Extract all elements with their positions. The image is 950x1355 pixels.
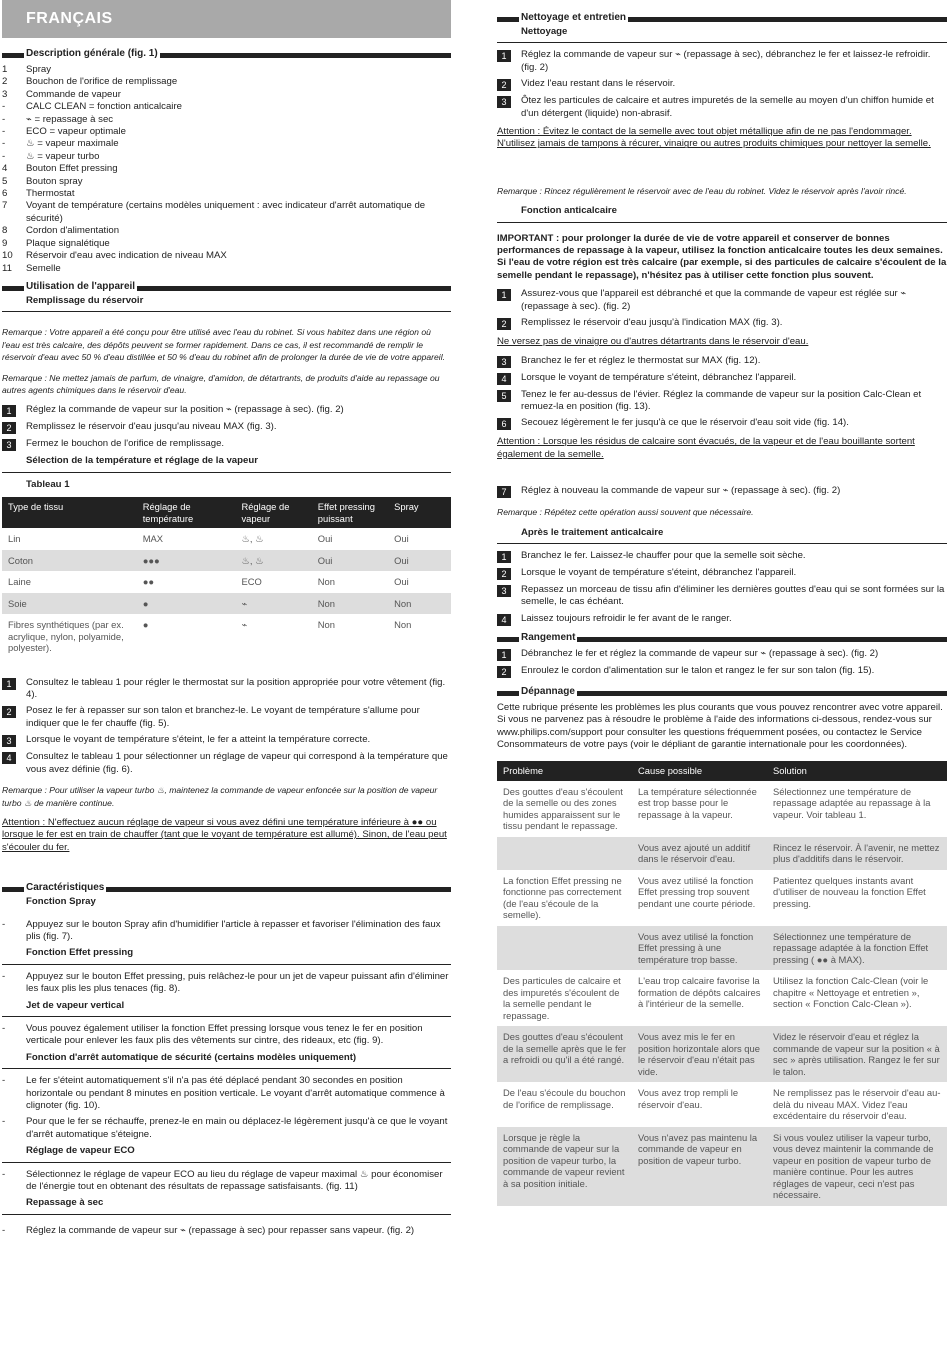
list-item-number: 8	[2, 225, 8, 237]
troubleshooting-intro: Cette rubrique présente les problèmes les plus courants que vous pouvez rencontrer avec votre appareil. Si vous ne parvenez pas à résoudre le problème à l'aide des informations ci-dessous, rendez-vous sur www.philips.com/support pour consulter les questions fréquemment posées, ou contactez le Service Consommateurs de votre pays (voir le dépliant de garantie internationale pour les coordonnées).	[497, 701, 943, 750]
table-cell: Oui	[394, 576, 409, 588]
spray-subheading: Fonction Spray	[26, 896, 96, 908]
step-number: 2	[2, 422, 16, 434]
section-storage: Rangement	[497, 632, 947, 644]
table-header-cell: Réglage de vapeur	[235, 497, 311, 528]
table-cell: La température sélectionnée est trop basse pour le repassage à la vapeur.	[638, 785, 757, 820]
step-number: 1	[497, 50, 511, 62]
step-item	[497, 389, 947, 414]
table-row	[497, 837, 947, 870]
table-cell: Non	[312, 593, 388, 615]
table-cell: Ne remplissez pas le réservoir d'eau au-delà du niveau MAX. Videz l'eau excédentaire du réservoir d'eau.	[773, 1087, 941, 1122]
list-item-number: 6	[2, 188, 8, 200]
table-cell: ●	[137, 593, 236, 615]
step-text: Videz l'eau restant dans le réservoir.	[521, 78, 676, 90]
list-item-number: -	[2, 101, 6, 113]
table-cell: Oui	[312, 550, 388, 572]
list-item	[2, 188, 451, 200]
list-item-label: Voyant de température (certains modèles uniquement : avec indicateur d'arrêt automatique de sécurité)	[26, 200, 426, 224]
step-text: Remplissez le réservoir d'eau jusqu'au niveau MAX (fig. 3).	[26, 421, 277, 433]
spray-text: - Appuyez sur le bouton Spray afin d'humidifier l'article à repasser et favoriser l'élimination des faux plis (fig. 7).	[2, 918, 441, 942]
table-cell: ●●	[142, 576, 155, 588]
dry-subheading: Repassage à sec	[2, 1197, 451, 1214]
list-item-number: -	[2, 150, 6, 162]
table-cell: L'eau trop calcaire favorise la formation de dépôts calcaires à l'intérieur de la semelle.	[638, 975, 761, 1010]
table-row	[2, 528, 451, 550]
step-number: 3	[497, 96, 511, 108]
list-item-number: 9	[2, 237, 8, 249]
fabric-table	[2, 497, 451, 659]
list-item-label: Cordon d'alimentation	[26, 225, 120, 237]
table-row	[2, 550, 451, 572]
step-text: Fermez le bouchon de l'orifice de remplissage.	[26, 438, 225, 450]
after-subheading: Après le traitement anticalcaire	[497, 527, 947, 544]
attention-soleplate: Attention : Évitez le contact de la semelle avec tout objet métallique afin de ne pas l'endommager. N'utilisez jamais de tampons à récurer, vinaigre ou autres produits chimiques pour nettoyer la semelle.	[497, 126, 931, 150]
note-repeat: Remarque : Répétez cette opération aussi souvent que nécessaire.	[497, 507, 754, 518]
table-cell: Vous n'avez pas maintenu la commande de vapeur en position de vapeur turbo.	[632, 1127, 767, 1206]
list-item-label: Bouton spray	[26, 175, 83, 187]
step-text: Consultez le tableau 1 pour régler le thermostat sur la position appropriée pour votre vêtement (fig. 4).	[26, 676, 446, 701]
step-number: 3	[497, 585, 511, 597]
table-cell: Vous avez mis le fer en position horizontale alors que le réservoir d'eau n'était pas vide.	[632, 1026, 767, 1082]
table-cell: Fibres synthétiques (par ex. acrylique, nylon, polyamide, polyester).	[8, 619, 124, 654]
table-header-cell: Réglage de température	[137, 497, 236, 528]
list-item-label: ♨ = vapeur maximale	[26, 138, 119, 150]
list-item-number: 10	[2, 250, 13, 262]
table-cell: ●	[142, 619, 149, 631]
step-text: Lorsque le voyant de température s'éteint, débranchez l'appareil.	[521, 371, 797, 383]
list-item-label: Réservoir d'eau avec indication de niveau MAX	[26, 250, 227, 262]
list-item	[2, 238, 451, 250]
list-item	[2, 200, 451, 225]
step-number: 2	[497, 568, 511, 580]
step-item	[2, 421, 451, 434]
step-item	[2, 734, 451, 747]
table-cell: Coton	[2, 550, 137, 572]
table-header-cell: Spray	[388, 497, 451, 528]
table-row	[497, 781, 947, 837]
table-cell: ⌁	[241, 619, 248, 631]
step-item	[497, 584, 947, 609]
table-cell: Oui	[388, 550, 451, 572]
table-cell: Non	[388, 593, 451, 615]
note-rinse: Remarque : Rincez régulièrement le réservoir avec de l'eau du robinet. Videz le réservoir après l'avoir rincé.	[497, 185, 907, 196]
eco-subheading: Réglage de vapeur ECO	[2, 1145, 451, 1162]
section-features: Caractéristiques	[2, 882, 451, 894]
list-item	[2, 250, 451, 262]
table-cell: Lin	[8, 533, 21, 545]
list-item	[2, 225, 451, 237]
table-cell: De l'eau s'écoule du bouchon de l'orifice de remplissage.	[503, 1087, 626, 1110]
step-text: Consultez le tableau 1 pour sélectionner un réglage de vapeur qui correspond à la température que vous avez définie (fig. 6).	[26, 751, 448, 775]
section-usage: Utilisation de l'appareil	[2, 281, 451, 293]
cleaning-subheading: Nettoyage	[497, 26, 947, 43]
table-row	[497, 870, 947, 926]
note-turbo: Remarque : Pour utiliser la vapeur turbo ♨, maintenez la commande de vapeur enfoncée sur la position de vapeur turbo ♨ de manière continue.	[2, 785, 438, 808]
step-text: Réglez la commande de vapeur sur la position ⌁ (repassage à sec). (fig. 2)	[26, 404, 344, 416]
table-cell: La fonction Effet pressing ne fonctionne pas correctement (de l'eau s'écoule de la semelle).	[503, 874, 622, 921]
table-cell: Vous avez utilisé la fonction Effet pressing à une température trop basse.	[632, 926, 767, 971]
step-item	[497, 665, 947, 678]
table-cell: Rincez le réservoir. À l'avenir, ne mettez plus d'additifs dans le réservoir.	[767, 837, 947, 870]
step-text: Réglez à nouveau la commande de vapeur sur ⌁ (repassage à sec). (fig. 2)	[521, 485, 841, 497]
eco-text: - Sélectionnez le réglage de vapeur ECO au lieu du réglage de vapeur maximal ♨ pour économiser de l'énergie tout en obtenant des résultats de repassage satisfaisants. (fig. 11)	[2, 1168, 443, 1193]
list-item	[2, 89, 451, 101]
step-item	[497, 355, 947, 368]
list-item-number: 3	[2, 88, 8, 100]
step-item	[497, 613, 947, 626]
step-item	[2, 438, 451, 451]
step-item	[2, 705, 451, 730]
note-tap-water: Remarque : Votre appareil a été conçu pour être utilisé avec l'eau du robinet. Si vous habitez dans une région où l'eau est très calcaire, des dépôts peuvent se former rapidement. Dans ce cas, il est recommandé de remplir le réservoir d'eau avec 50 % d'eau distillée et 50 % d'eau du robinet afin de prolonger la durée de vie de votre appareil.	[2, 327, 446, 363]
auto-off-subheading: Fonction d'arrêt automatique de sécurité (certains modèles uniquement)	[2, 1052, 451, 1069]
table-cell: Sélectionnez une température de repassage adaptée à la fonction Effet pressing ( ●● à MAX).	[767, 926, 947, 971]
list-item-label: Spray	[26, 64, 52, 75]
step-item	[497, 550, 947, 563]
list-item	[2, 138, 451, 150]
step-text: Tenez le fer au-dessus de l'évier. Réglez la commande de vapeur sur la position Calc-Clean et remuez-la en position (fig. 13).	[521, 388, 922, 412]
important-calc: IMPORTANT : pour prolonger la durée de vie de votre appareil et conserver de bonnes performances de repassage à la vapeur, utilisez la fonction anticalcaire toutes les deux semaines. Si l'eau de votre région est très calcaire (par exemple, si des particules de calcaire s'écoulent de la semelle pendant le repassage), n'hésitez pas à utiliser cette fonction plus souvent.	[497, 232, 947, 281]
step-item	[497, 49, 947, 74]
step-text: Lorsque le voyant de température s'éteint, débranchez l'appareil.	[521, 566, 797, 578]
table-cell: Non	[317, 576, 335, 588]
calc-steps-a	[497, 288, 947, 330]
step-item	[497, 317, 947, 330]
step-number: 3	[497, 356, 511, 368]
step-number: 1	[497, 649, 511, 661]
calc-steps-c	[497, 485, 947, 498]
auto-off-text-2: - Pour que le fer se réchauffe, prenez-le en main ou déplacez-le légèrement jusqu'à ce que le voyant d'arrêt automatique s'éteigne.	[2, 1116, 448, 1140]
step-text: Ôtez les particules de calcaire et autres impuretés de la semelle au moyen d'un chiffon humide et d'un détergent (liquide) non-abrasif.	[521, 95, 934, 119]
list-item-number: 1	[2, 64, 8, 75]
table-cell: Soie	[2, 593, 137, 615]
table-cell: Oui	[317, 533, 333, 545]
step-number: 2	[497, 318, 511, 330]
list-item-number: -	[2, 113, 6, 125]
dry-text: - Réglez la commande de vapeur sur ⌁ (repassage à sec) pour repasser sans vapeur. (fig. 2)	[2, 1224, 415, 1236]
list-item	[2, 263, 451, 275]
temp-subheading: Sélection de la température et réglage de la vapeur	[2, 455, 451, 472]
table-row	[2, 593, 451, 615]
left-column	[2, 0, 451, 1241]
step-number: 5	[497, 390, 511, 402]
table-cell: Des particules de calcaire et des impuretés s'écoulent de la semelle pendant le repassage.	[503, 975, 621, 1021]
table-cell	[497, 837, 632, 870]
list-item-label: Commande de vapeur	[26, 88, 121, 100]
table-row	[497, 1026, 947, 1082]
list-item-label: ♨ = vapeur turbo	[26, 150, 100, 162]
step-item	[497, 288, 947, 313]
list-item-label: ECO = vapeur optimale	[26, 126, 126, 138]
list-item	[2, 114, 451, 126]
fill-steps	[2, 404, 451, 451]
attention-residue: Attention : Lorsque les résidus de calcaire sont évacués, de la vapeur et de l'eau bouillante sortent également de la semelle.	[497, 436, 915, 460]
step-number: 2	[2, 706, 16, 718]
list-item-number: -	[2, 138, 6, 150]
step-number: 1	[497, 551, 511, 563]
press-text: - Appuyez sur le bouton Effet pressing, puis relâchez-le pour un jet de vapeur puissant afin d'éliminer les faux plis les plus tenaces (fig. 8).	[2, 970, 449, 995]
calc-warning: Ne versez pas de vinaigre ou d'autres détartrants dans le réservoir d'eau.	[497, 336, 809, 348]
table-row	[2, 614, 451, 659]
cleaning-steps	[497, 49, 947, 120]
list-item-label: Bouchon de l'orifice de remplissage	[26, 76, 178, 88]
table-cell: Non	[317, 619, 335, 631]
table-row	[497, 970, 947, 1026]
step-item	[2, 677, 451, 702]
step-number: 2	[497, 79, 511, 91]
section-description: Description générale (fig. 1)	[2, 48, 451, 60]
press-subheading: Fonction Effet pressing	[2, 947, 451, 964]
table-cell: Vous avez trop rempli le réservoir d'eau.	[638, 1087, 739, 1110]
table-row	[497, 926, 947, 971]
troubleshooting-table	[497, 761, 947, 1206]
step-text: Débranchez le fer et réglez la commande de vapeur sur ⌁ (repassage à sec). (fig. 2)	[521, 647, 879, 659]
list-item-label: Thermostat	[26, 188, 75, 200]
fill-subheading: Remplissage du réservoir	[2, 295, 451, 312]
step-text: Branchez le fer. Laissez-le chauffer pour que la semelle soit sèche.	[521, 549, 806, 561]
table-row	[2, 571, 451, 593]
step-number: 4	[2, 752, 16, 764]
attention-steam: Attention : N'effectuez aucun réglage de vapeur si vous avez défini une température inférieure à ●● ou lorsque le fer est en train de chauffer (tant que le voyant de température est allumé). Sinon, de l'eau peut s'écouler du fer.	[2, 816, 447, 853]
temp-steps	[2, 677, 451, 776]
step-number: 4	[497, 373, 511, 385]
step-item	[497, 372, 947, 385]
step-text: Remplissez le réservoir d'eau jusqu'à l'indication MAX (fig. 3).	[521, 317, 783, 329]
table-cell: Sélectionnez une température de repassage adaptée au repassage à la vapeur. Voir tableau 1.	[773, 785, 931, 820]
calc-steps-b	[497, 355, 947, 431]
table-header-cell: Solution	[767, 761, 947, 781]
table-cell: Des gouttes d'eau s'écoulent de la semelle après que le fer a refroidi ou qu'il a été rangé.	[497, 1026, 632, 1082]
step-item	[497, 567, 947, 580]
list-item-label: CALC CLEAN = fonction anticalcaire	[26, 101, 182, 113]
list-item	[2, 76, 451, 88]
step-text: Branchez le fer et réglez le thermostat sur MAX (fig. 12).	[521, 354, 761, 366]
table-cell: ♨, ♨	[241, 533, 264, 545]
table-cell: ●●●	[137, 550, 236, 572]
step-item	[497, 648, 947, 661]
table-cell: Laine	[8, 576, 31, 588]
step-number: 2	[497, 666, 511, 678]
list-item-number: 4	[2, 163, 8, 175]
step-text: Lorsque le voyant de température s'éteint, le fer a atteint la température correcte.	[26, 734, 371, 746]
description-list	[2, 64, 451, 275]
table-cell: ECO	[241, 576, 262, 588]
step-number: 1	[497, 289, 511, 301]
table-header-cell: Effet pressing puissant	[312, 497, 388, 528]
table-cell: MAX	[142, 533, 164, 545]
list-item-number: 2	[2, 76, 8, 88]
list-item	[2, 101, 451, 113]
list-item-label: ⌁ = repassage à sec	[26, 113, 114, 125]
step-text: Enroulez le cordon d'alimentation sur le talon et rangez le fer sur son talon (fig. 15).	[521, 664, 875, 676]
table-cell: Vous avez ajouté un additif dans le réservoir d'eau.	[632, 837, 767, 870]
step-text: Posez le fer à repasser sur son talon et branchez-le. Le voyant de température s'allume pour indiquer que le fer chauffe (fig. 5).	[26, 705, 420, 729]
table-cell: Lorsque je règle la commande de vapeur sur la position de vapeur turbo, la commande de vapeur revient à sa position initiale.	[497, 1127, 632, 1206]
step-item	[497, 485, 947, 498]
step-text: Assurez-vous que l'appareil est débranché et que la commande de vapeur est réglée sur ⌁ (repassage à sec). (fig. 2)	[521, 288, 907, 312]
step-item	[2, 751, 451, 776]
table-cell: ♨, ♨	[235, 550, 311, 572]
vertical-subheading: Jet de vapeur vertical	[2, 1000, 451, 1017]
after-steps	[497, 550, 947, 626]
right-column	[497, 10, 947, 1206]
step-number: 3	[2, 439, 16, 451]
step-number: 1	[2, 405, 16, 417]
storage-steps	[497, 648, 947, 678]
step-number: 7	[497, 486, 511, 498]
table-cell: Patientez quelques instants avant d'utiliser de nouveau la fonction Effet pressing.	[773, 874, 926, 909]
table-header-cell: Problème	[497, 761, 632, 781]
step-item	[2, 404, 451, 417]
table-cell: ⌁	[235, 593, 311, 615]
auto-off-text-1: - Le fer s'éteint automatiquement s'il n'a pas été déplacé pendant 30 secondes en position horizontale ou pendant 8 minutes en position verticale. Le voyant d'arrêt automatique commence à clignoter (fig. 10).	[2, 1075, 445, 1111]
list-item-number: -	[2, 126, 6, 138]
list-item	[2, 151, 451, 163]
list-item	[2, 126, 451, 138]
step-number: 3	[2, 735, 16, 747]
step-item	[497, 95, 947, 120]
list-item	[2, 176, 451, 188]
table-title: Tableau 1	[26, 478, 70, 490]
table-header-cell: Type de tissu	[2, 497, 137, 528]
list-item	[2, 163, 451, 175]
table-cell: Oui	[394, 533, 409, 545]
step-text: Repassez un morceau de tissu afin d'éliminer les dernières gouttes d'eau qui se sont formées sur la semelle, le cas échéant.	[521, 583, 945, 608]
table-cell: Vous avez utilisé la fonction Effet pressing trop souvent pendant une courte période.	[638, 874, 756, 909]
table-cell: Non	[394, 619, 412, 631]
step-text: Secouez légèrement le fer jusqu'à ce que le réservoir d'eau soit vide (fig. 14).	[521, 417, 849, 429]
step-number: 6	[497, 418, 511, 430]
note-no-chemicals: Remarque : Ne mettez jamais de parfum, de vinaigre, d'amidon, de détartrants, de produits d'aide au repassage ou autres agents chimiques dans le réservoir d'eau.	[2, 372, 440, 395]
table-cell: Utilisez la fonction Calc-Clean (voir le chapitre « Nettoyage et entretien », section « Fonction Calc-Clean »).	[773, 975, 929, 1010]
step-item	[497, 78, 947, 91]
list-item	[2, 64, 451, 76]
section-cleaning: Nettoyage et entretien	[497, 12, 947, 24]
list-item-label: Semelle	[26, 262, 61, 274]
calc-subheading: Fonction anticalcaire	[497, 205, 947, 222]
table-row	[497, 1082, 947, 1127]
list-item-number: 11	[2, 262, 12, 274]
step-number: 1	[2, 678, 16, 690]
language-title: FRANÇAIS	[2, 0, 451, 38]
list-item-label: Bouton Effet pressing	[26, 163, 118, 175]
vertical-text: - Vous pouvez également utiliser la fonction Effet pressing lorsque vous tenez le fer en position verticale pour enlever les faux plis des vêtements sur cintre, des rideaux, etc (fig. 9).	[2, 1022, 423, 1047]
step-text: Réglez la commande de vapeur sur ⌁ (repassage à sec), débranchez le fer et laissez-le refroidir. (fig. 2)	[521, 49, 931, 73]
table-cell: Si vous voulez utiliser la vapeur turbo, vous devez maintenir la commande de vapeur en position de vapeur turbo de manière continue. Pour les autres réglages de vapeur, ceci n'est pas nécessaire.	[767, 1127, 947, 1206]
table-cell: Videz le réservoir d'eau et réglez la commande de vapeur sur la position « à sec » après utilisation. Rangez le fer sur le talon.	[767, 1026, 947, 1082]
table-row	[497, 1127, 947, 1206]
list-item-number: 5	[2, 175, 8, 187]
step-text: Laissez toujours refroidir le fer avant de le ranger.	[521, 612, 732, 624]
table-header-cell: Cause possible	[632, 761, 767, 781]
section-troubleshooting: Dépannage	[497, 686, 947, 698]
table-cell: Des gouttes d'eau s'écoulent de la semelle ou des zones humides apparaissent sur le tissu pendant le repassage.	[503, 785, 623, 832]
step-item	[497, 417, 947, 430]
list-item-number: 7	[2, 200, 8, 212]
step-number: 4	[497, 614, 511, 626]
table-cell	[497, 926, 632, 971]
list-item-label: Plaque signalétique	[26, 237, 110, 249]
